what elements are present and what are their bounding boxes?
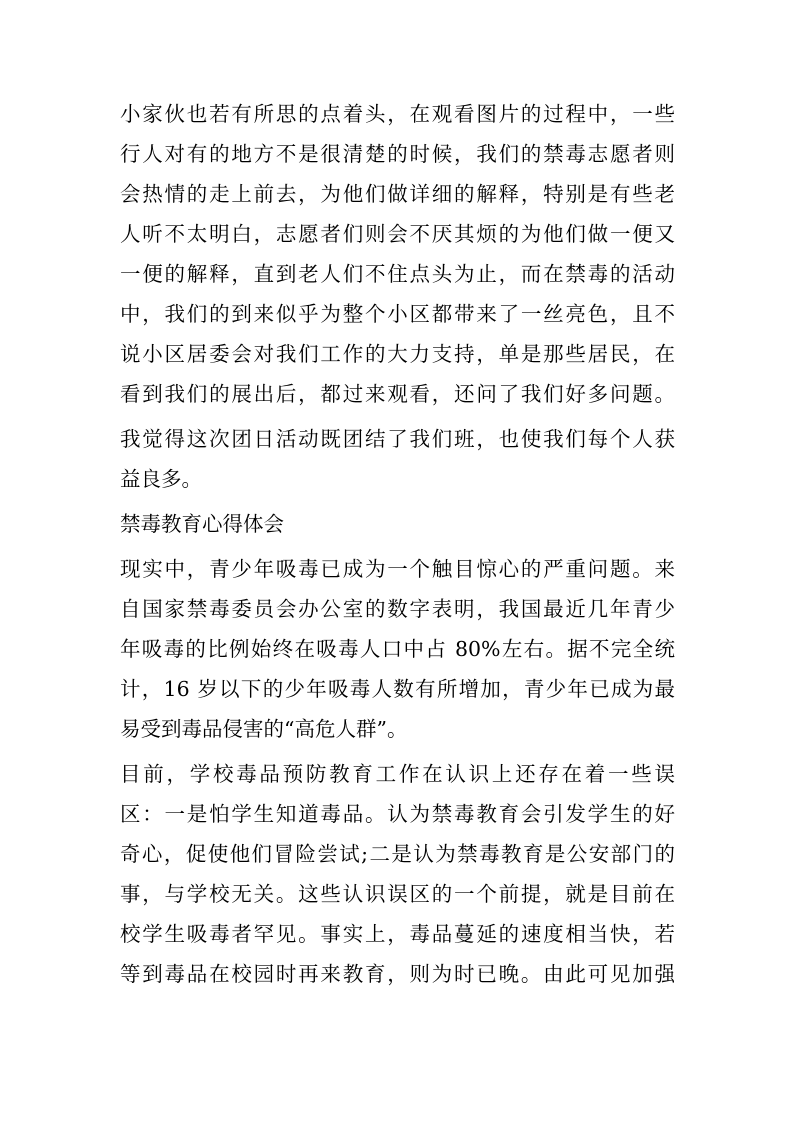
text-line: 中，我们的到来似乎为整个小区都带来了一丝亮色，且不: [120, 302, 675, 326]
text-line: 会热情的走上前去，为他们做详细的解释，特别是有些老: [120, 182, 675, 206]
text-line: 人听不太明白，志愿者们则会不厌其烦的为他们做一便又: [120, 222, 675, 246]
text-line: 计，16 岁以下的少年吸毒人数有所增加，青少年已成为最: [120, 677, 675, 701]
text-line: 年吸毒的比例始终在吸毒人口中占 80%左右。据不完全统: [120, 637, 675, 661]
text-line: 我觉得这次团日活动既团结了我们班，也使我们每个人获: [120, 427, 675, 451]
text-line: 等到毒品在校园时再来教育，则为时已晚。由此可见加强: [120, 962, 675, 986]
text-line: 现实中，青少年吸毒已成为一个触目惊心的严重问题。来: [120, 557, 675, 581]
text-line: 目前，学校毒品预防教育工作在认识上还存在着一些误: [120, 762, 675, 786]
text-line: 事，与学校无关。这些认识误区的一个前提，就是目前在: [120, 882, 675, 906]
text-line: 说小区居委会对我们工作的大力支持，单是那些居民，在: [120, 342, 675, 366]
text-line: 益良多。: [120, 467, 202, 491]
text-line: 易受到毒品侵害的“高危人群”。: [120, 717, 408, 741]
text-line: 看到我们的展出后，都过来观看，还问了我们好多问题。: [120, 382, 675, 406]
text-line: 自国家禁毒委员会办公室的数字表明，我国最近几年青少: [120, 597, 675, 621]
text-line: 行人对有的地方不是很清楚的时候，我们的禁毒志愿者则: [120, 142, 675, 166]
section-heading: 禁毒教育心得体会: [120, 512, 284, 536]
text-line: 奇心，促使他们冒险尝试;二是认为禁毒教育是公安部门的: [120, 842, 675, 866]
text-line: 区：一是怕学生知道毒品。认为禁毒教育会引发学生的好: [120, 802, 675, 826]
text-line: 校学生吸毒者罕见。事实上，毒品蔓延的速度相当快，若: [120, 922, 675, 946]
text-line: 小家伙也若有所思的点着头，在观看图片的过程中，一些: [120, 102, 675, 126]
text-line: 一便的解释，直到老人们不住点头为止，而在禁毒的活动: [120, 262, 675, 286]
